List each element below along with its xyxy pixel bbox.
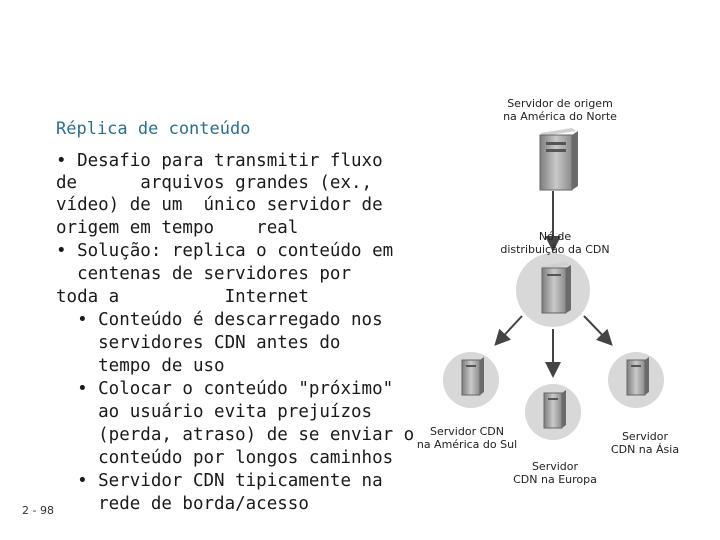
sa-label-line-2: na América do Sul xyxy=(416,438,518,451)
text-line: toda a Internet xyxy=(56,287,309,307)
eu-server-icon xyxy=(544,390,566,428)
asia-label-line-1: Servidor xyxy=(621,430,669,443)
text-line: • Servidor CDN tipicamente na xyxy=(56,471,383,491)
text-line: • Conteúdo é descarregado nos xyxy=(56,310,383,330)
arrow-node-to-asia xyxy=(584,316,610,343)
text-line: ao usuário evita prejuízos xyxy=(56,402,373,422)
sa-label xyxy=(412,425,522,451)
asia-label xyxy=(605,430,685,456)
node-label-line-1: Nó de xyxy=(538,230,572,243)
origin-label-line-2: na América do Norte xyxy=(503,110,617,123)
node-label-line-2: distribuição da CDN xyxy=(500,243,610,256)
eu-label xyxy=(510,460,600,486)
origin-server-icon xyxy=(540,128,578,190)
node-label xyxy=(495,230,615,256)
asia-label-line-2: CDN na Ásia xyxy=(610,443,680,456)
text-line: • Desafio para transmitir fluxo xyxy=(56,151,383,171)
text-line: centenas de servidores por xyxy=(56,264,352,284)
text-line: • Solução: replica o conteúdo em xyxy=(56,241,394,261)
arrow-node-to-sa xyxy=(497,316,522,343)
page-number: 2 - 98 xyxy=(22,504,54,517)
text-line: (perda, atraso) de se enviar o xyxy=(56,425,415,445)
asia-server-icon xyxy=(627,357,649,395)
sa-label-line-1: Servidor CDN xyxy=(430,425,504,438)
origin-label xyxy=(495,97,625,123)
node-server-icon xyxy=(542,262,571,313)
text-line: • Colocar o conteúdo "próximo" xyxy=(56,379,394,399)
text-line: tempo de uso xyxy=(56,356,225,376)
eu-label-line-1: Servidor xyxy=(531,460,579,473)
text-line: conteúdo por longos caminhos xyxy=(56,448,394,468)
origin-label-line-1: Servidor de origem xyxy=(507,97,613,110)
sa-server-icon xyxy=(462,357,484,395)
text-line: origem em tempo real xyxy=(56,218,299,238)
eu-label-line-2: CDN na Europa xyxy=(513,473,597,486)
text-line: de arquivos grandes (ex., xyxy=(56,173,373,193)
text-line: servidores CDN antes do xyxy=(56,333,341,353)
text-line: vídeo) de um único servidor de xyxy=(56,195,383,215)
text-line: rede de borda/acesso xyxy=(56,494,309,514)
slide-title: Réplica de conteúdo xyxy=(56,119,251,139)
